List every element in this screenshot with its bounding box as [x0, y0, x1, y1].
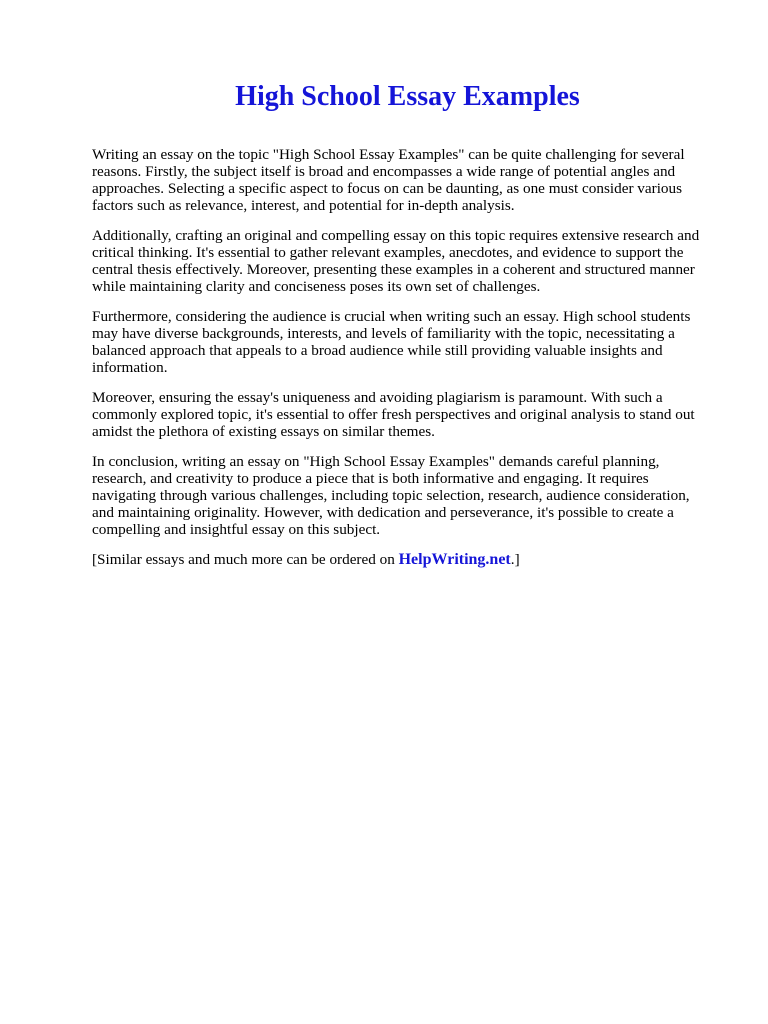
text-line: research, and creativity to produce a piece that is both informative and engaging. It requires [92, 470, 649, 487]
text-line: Writing an essay on the topic "High School Essay Examples" can be quite challenging for several [92, 146, 685, 163]
text-line: balanced approach that appeals to a broad audience while still providing valuable insights and [92, 342, 663, 359]
paragraph-1 [92, 146, 728, 214]
order-note-prefix: [Similar essays and much more can be ordered on [92, 551, 399, 568]
text-line: may have diverse backgrounds, interests, and levels of familiarity with the topic, necessitating a [92, 325, 675, 342]
text-line: while maintaining clarity and conciseness poses its own set of challenges. [92, 278, 541, 295]
text-line: Moreover, ensuring the essay's uniqueness and avoiding plagiarism is paramount. With such a [92, 389, 663, 406]
text-line: Furthermore, considering the audience is crucial when writing such an essay. High school students [92, 308, 691, 325]
text-line: factors such as relevance, interest, and potential for in-depth analysis. [92, 197, 515, 214]
page-title: High School Essay Examples [235, 81, 580, 112]
text-line: reasons. Firstly, the subject itself is broad and encompasses a wide range of potential angles and [92, 163, 676, 180]
text-line: central thesis effectively. Moreover, presenting these examples in a coherent and structured manner [92, 261, 695, 278]
order-note [92, 551, 728, 568]
paragraph-3 [92, 308, 728, 376]
text-line: information. [92, 359, 168, 376]
text-line: and maintaining originality. However, with dedication and perseverance, it's possible to create a [92, 504, 674, 521]
helpwriting-link[interactable]: HelpWriting.net [398, 551, 511, 568]
text-line: approaches. Selecting a specific aspect to focus on can be daunting, as one must consider various [92, 180, 683, 197]
order-note-suffix: .] [510, 551, 520, 568]
paragraph-4 [92, 389, 728, 440]
text-line: critical thinking. It's essential to gather relevant examples, anecdotes, and evidence to support the [92, 244, 684, 261]
paragraph-5 [92, 453, 728, 538]
essay-body [92, 146, 728, 581]
text-line: commonly explored topic, it's essential to offer fresh perspectives and original analysis to stand out [92, 406, 695, 423]
text-line: compelling and insightful essay on this subject. [92, 521, 381, 538]
paragraph-2 [92, 227, 728, 295]
text-line: amidst the plethora of existing essays on similar themes. [92, 423, 435, 440]
text-line: navigating through various challenges, including topic selection, research, audience consideration, [92, 487, 690, 504]
text-line: Additionally, crafting an original and compelling essay on this topic requires extensive research and [92, 227, 700, 244]
text-line: In conclusion, writing an essay on "High School Essay Examples" demands careful planning, [92, 453, 660, 470]
